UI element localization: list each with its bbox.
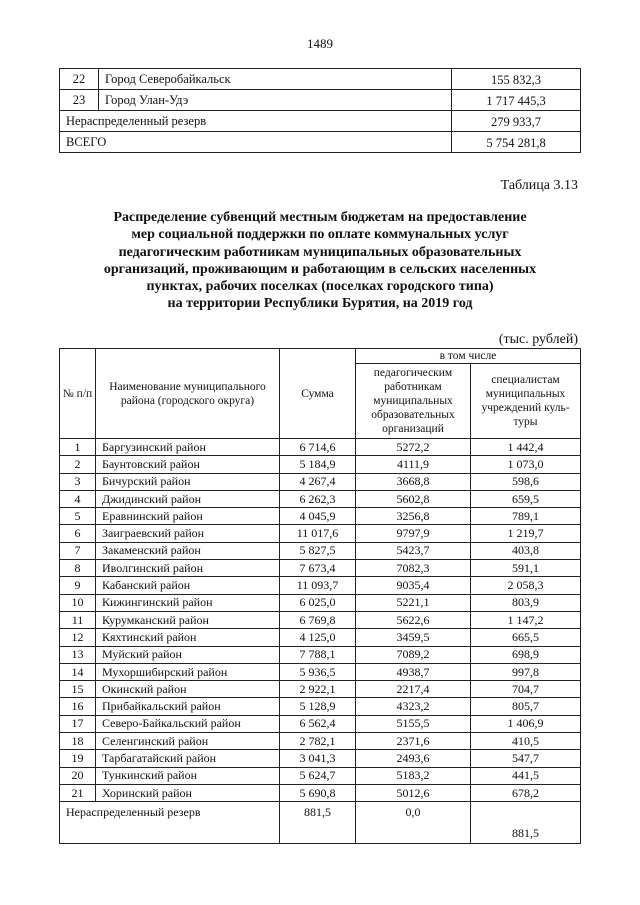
row-name: Селенгинский район [96, 733, 280, 750]
row-number: 11 [60, 611, 96, 628]
row-ped: 5183,2 [356, 767, 471, 784]
row-sum: 4 267,4 [280, 473, 356, 490]
total-label: ВСЕГО [60, 132, 452, 153]
row-sum: 3 041,3 [280, 750, 356, 767]
row-ped: 3668,8 [356, 473, 471, 490]
header-sum: Сумма [280, 349, 356, 439]
table-row [60, 715, 581, 732]
row-name: Город Северобайкальск [99, 69, 452, 90]
row-spec: 403,8 [471, 542, 581, 559]
table-row [60, 681, 581, 698]
row-sum: 5 128,9 [280, 698, 356, 715]
table-row [60, 456, 581, 473]
row-name: Окинский район [96, 681, 280, 698]
row-spec: 1 219,7 [471, 525, 581, 542]
total-sum: 5 754 281,8 [452, 132, 581, 153]
table-row [60, 490, 581, 507]
row-name: Кижингинский район [96, 594, 280, 611]
table-row [60, 542, 581, 559]
row-sum: 6 562,4 [280, 715, 356, 732]
row-spec: 441,5 [471, 767, 581, 784]
title-line: мер социальной поддержки по оплате коммунальных услуг [131, 227, 509, 243]
row-ped: 9797,9 [356, 525, 471, 542]
row-ped: 5622,6 [356, 611, 471, 628]
header-ped: педагогическим работникам муниципальных образовательных организаций [356, 364, 471, 439]
reserve-row [60, 111, 581, 132]
table-row [60, 663, 581, 680]
row-sum: 7 788,1 [280, 646, 356, 663]
table-row [60, 473, 581, 490]
row-sum: 11 017,6 [280, 525, 356, 542]
row-spec: 1 406,9 [471, 715, 581, 732]
row-number: 16 [60, 698, 96, 715]
row-sum: 6 769,8 [280, 611, 356, 628]
row-sum: 5 690,8 [280, 784, 356, 801]
row-spec: 1 147,2 [471, 611, 581, 628]
table-row [60, 594, 581, 611]
row-ped: 2493,6 [356, 750, 471, 767]
row-ped: 4111,9 [356, 456, 471, 473]
row-number: 4 [60, 490, 96, 507]
row-spec: 678,2 [471, 784, 581, 801]
row-spec: 704,7 [471, 681, 581, 698]
row-sum: 4 125,0 [280, 629, 356, 646]
row-spec: 803,9 [471, 594, 581, 611]
row-number: 20 [60, 767, 96, 784]
row-ped: 4323,2 [356, 698, 471, 715]
row-number: 22 [60, 69, 99, 90]
row-name: Мухоршибирский район [96, 663, 280, 680]
header-including: в том числе [356, 349, 581, 364]
reserve-sum: 279 933,7 [452, 111, 581, 132]
reserve-sum: 881,5 [280, 802, 356, 844]
table-row [60, 784, 581, 801]
row-ped: 5602,8 [356, 490, 471, 507]
row-ped: 5423,7 [356, 542, 471, 559]
row-name: Баргузинский район [96, 439, 280, 456]
row-spec: 2 058,3 [471, 577, 581, 594]
table-row [60, 629, 581, 646]
row-number: 5 [60, 508, 96, 525]
row-spec: 598,6 [471, 473, 581, 490]
row-name: Джидинский район [96, 490, 280, 507]
row-sum: 11 093,7 [280, 577, 356, 594]
row-number: 1 [60, 439, 96, 456]
row-number: 14 [60, 663, 96, 680]
row-sum: 7 673,4 [280, 560, 356, 577]
table-caption: Таблица 3.13 [500, 178, 578, 193]
title-line: пунктах, рабочих поселках (поселках городского типа) [146, 279, 494, 295]
row-spec: 805,7 [471, 698, 581, 715]
row-sum: 4 045,9 [280, 508, 356, 525]
row-number: 19 [60, 750, 96, 767]
row-spec: 547,7 [471, 750, 581, 767]
row-name: Иволгинский район [96, 560, 280, 577]
row-name: Муйский район [96, 646, 280, 663]
row-sum: 6 262,3 [280, 490, 356, 507]
reserve-row [60, 802, 581, 844]
row-name: Прибайкальский район [96, 698, 280, 715]
row-sum: 6 714,6 [280, 439, 356, 456]
row-spec: 410,5 [471, 733, 581, 750]
row-ped: 5012,6 [356, 784, 471, 801]
row-ped: 3256,8 [356, 508, 471, 525]
row-number: 2 [60, 456, 96, 473]
row-sum: 1 717 445,3 [452, 90, 581, 111]
row-sum: 5 827,5 [280, 542, 356, 559]
row-name: Баунтовский район [96, 456, 280, 473]
table-row [60, 69, 581, 90]
table-row [60, 508, 581, 525]
reserve-label: Нераспределенный резерв [60, 111, 452, 132]
row-number: 10 [60, 594, 96, 611]
row-ped: 7089,2 [356, 646, 471, 663]
table-row [60, 577, 581, 594]
row-name: Заиграевский район [96, 525, 280, 542]
row-spec: 659,5 [471, 490, 581, 507]
table-row [60, 611, 581, 628]
row-ped: 2217,4 [356, 681, 471, 698]
row-sum: 5 184,9 [280, 456, 356, 473]
row-number: 3 [60, 473, 96, 490]
row-ped: 2371,6 [356, 733, 471, 750]
title-line: педагогическим работникам муниципальных образовательных [118, 244, 522, 260]
row-name: Тарбагатайский район [96, 750, 280, 767]
table-row [60, 560, 581, 577]
row-spec: 591,1 [471, 560, 581, 577]
row-name: Тункинский район [96, 767, 280, 784]
total-row [60, 132, 581, 153]
title-line: организаций, проживающим и работающим в сельских населенных [103, 261, 537, 277]
table-row [60, 439, 581, 456]
row-ped: 5221,1 [356, 594, 471, 611]
row-spec: 665,5 [471, 629, 581, 646]
row-number: 13 [60, 646, 96, 663]
row-sum: 6 025,0 [280, 594, 356, 611]
row-sum: 5 624,7 [280, 767, 356, 784]
title-line: на территории Республики Бурятия, на 2019 год [167, 296, 473, 312]
row-name: Северо-Байкальский район [96, 715, 280, 732]
table-row [60, 698, 581, 715]
row-spec: 698,9 [471, 646, 581, 663]
page-number: 1489 [307, 36, 333, 51]
row-name: Закаменский район [96, 542, 280, 559]
row-number: 7 [60, 542, 96, 559]
subvention-table [59, 348, 581, 844]
reserve-label: Нераспределенный резерв [60, 802, 280, 844]
row-number: 23 [60, 90, 99, 111]
header-name: Наименование муниципального района (городского округа) [96, 349, 280, 439]
header-number: № п/п [60, 349, 96, 439]
row-spec: 1 073,0 [471, 456, 581, 473]
row-spec: 789,1 [471, 508, 581, 525]
table-row [60, 767, 581, 784]
row-ped: 7082,3 [356, 560, 471, 577]
row-name: Еравнинский район [96, 508, 280, 525]
table-row [60, 733, 581, 750]
row-ped: 3459,5 [356, 629, 471, 646]
reserve-spec: 881,5 [471, 802, 581, 844]
table-title [60, 209, 580, 313]
table-row [60, 525, 581, 542]
title-line: Распределение субвенций местным бюджетам на предоставление [113, 210, 527, 225]
row-spec: 1 442,4 [471, 439, 581, 456]
row-name: Кяхтинский район [96, 629, 280, 646]
row-number: 18 [60, 733, 96, 750]
row-name: Хоринский район [96, 784, 280, 801]
table-row [60, 646, 581, 663]
row-ped: 5272,2 [356, 439, 471, 456]
row-number: 6 [60, 525, 96, 542]
row-ped: 5155,5 [356, 715, 471, 732]
row-number: 21 [60, 784, 96, 801]
row-number: 8 [60, 560, 96, 577]
row-ped: 9035,4 [356, 577, 471, 594]
table-row [60, 750, 581, 767]
top-table [59, 68, 581, 153]
row-spec: 997,8 [471, 663, 581, 680]
row-name: Город Улан-Удэ [99, 90, 452, 111]
units-label: (тыс. рублей) [498, 332, 578, 347]
reserve-ped: 0,0 [356, 802, 471, 844]
row-sum: 5 936,5 [280, 663, 356, 680]
header-spec: специалистам муниципальных учреждений куль-туры [471, 364, 581, 439]
row-sum: 2 922,1 [280, 681, 356, 698]
row-number: 15 [60, 681, 96, 698]
row-name: Бичурский район [96, 473, 280, 490]
row-number: 9 [60, 577, 96, 594]
row-number: 12 [60, 629, 96, 646]
row-name: Кабанский район [96, 577, 280, 594]
row-sum: 2 782,1 [280, 733, 356, 750]
row-number: 17 [60, 715, 96, 732]
row-ped: 4938,7 [356, 663, 471, 680]
row-sum: 155 832,3 [452, 69, 581, 90]
table-row [60, 90, 581, 111]
row-name: Курумканский район [96, 611, 280, 628]
